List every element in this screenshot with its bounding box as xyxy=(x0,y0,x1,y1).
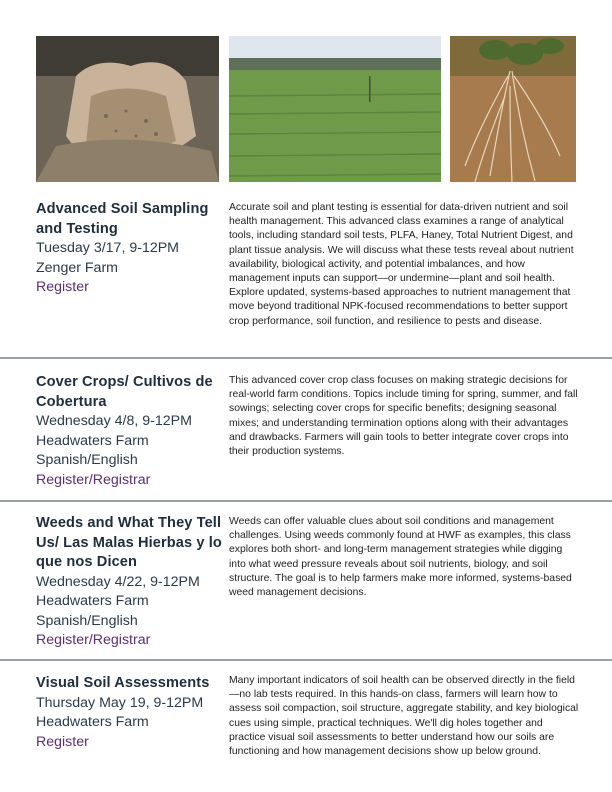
class-info-4 xyxy=(36,674,222,752)
class-title: Cover Crops/ Cultivos de Cobertura xyxy=(36,374,213,410)
class-location: Headwaters Farm xyxy=(36,714,149,730)
class-date: Wednesday 4/8, 9-12PM xyxy=(36,413,192,429)
section-divider xyxy=(0,357,612,359)
class-date: Tuesday 3/17, 9-12PM xyxy=(36,240,180,256)
class-info-1 xyxy=(36,200,222,298)
plant-roots-in-soil-photo xyxy=(450,36,576,182)
class-location: Headwaters Farm xyxy=(36,593,149,609)
class-location: Zenger Farm xyxy=(36,259,118,276)
class-location: Headwaters Farm xyxy=(36,432,149,449)
register-link[interactable]: Register/Registrar xyxy=(36,632,151,648)
section-divider xyxy=(0,500,612,502)
class-language: Spanish/English xyxy=(36,612,138,629)
green-cover-crop-field-photo xyxy=(229,36,441,182)
class-title: Visual Soil Assessments xyxy=(36,675,210,691)
class-description: This advanced cover crop class focuses on making strategic decisions for real-world farm conditions. Topics include timing for spring, summer, and fall sowings; selecting cover crops for specific benefits; designing seasonal mixes; and understanding termination options along with their advantages and drawbacks. Farmers will gain tools to better integrate cover crops into their production systems. xyxy=(229,375,578,458)
class-title: Advanced Soil Sampling and Testing xyxy=(36,201,209,237)
class-description: Weeds can offer valuable clues about soil conditions and management challenges. Using weeds commonly found at HWF as examples, this class explores both short- and long-term management strategies while digging into what weed pressure reveals about soil nutrients, biology, and soil structure. The goal is to help farmers make more informed, systems-based weed management decisions. xyxy=(229,516,572,599)
hands-holding-soil-photo xyxy=(36,36,219,182)
class-info-2 xyxy=(36,373,222,490)
class-info-3 xyxy=(36,514,222,651)
class-description: Many important indicators of soil health can be observed directly in the field—no lab tests required. In this hands-on class, farmers will learn how to assess soil compaction, soil structure, aggregate stability, and key biological cues using simple, practical techniques. We'll dig holes together and practice visual soil assessments to better understand how our soils are functioning and how management decisions show up below ground. xyxy=(229,675,579,758)
class-date: Thursday May 19, 9-12PM xyxy=(36,694,204,711)
register-link[interactable]: Register xyxy=(36,733,89,750)
class-date: Wednesday 4/22, 9-12PM xyxy=(36,573,200,590)
class-description: Accurate soil and plant testing is essential for data-driven nutrient and soil health management. This advanced class examines a range of analytical tools, including standard soil tests, PLFA, Haney, Total Nutrient Digest, and plant tissue analysis. We will discuss what these tests reveal about nutrient availability, biological activity, and potential imbalances, and how management inputs can support—or undermine—plant and soil health. Explore updated, systems-based approaches to nutrient management that move beyond traditional NPK-focused recommendations to better support crop performance, soil function, and resilience to pests and disease. xyxy=(229,202,574,327)
section-divider xyxy=(0,659,612,661)
register-link[interactable]: Register/Registrar xyxy=(36,471,151,488)
class-language: Spanish/English xyxy=(36,452,138,468)
register-link[interactable]: Register xyxy=(36,279,89,295)
class-title: Weeds and What They Tell Us/ Las Malas Hierbas y lo que nos Dicen xyxy=(36,515,222,570)
